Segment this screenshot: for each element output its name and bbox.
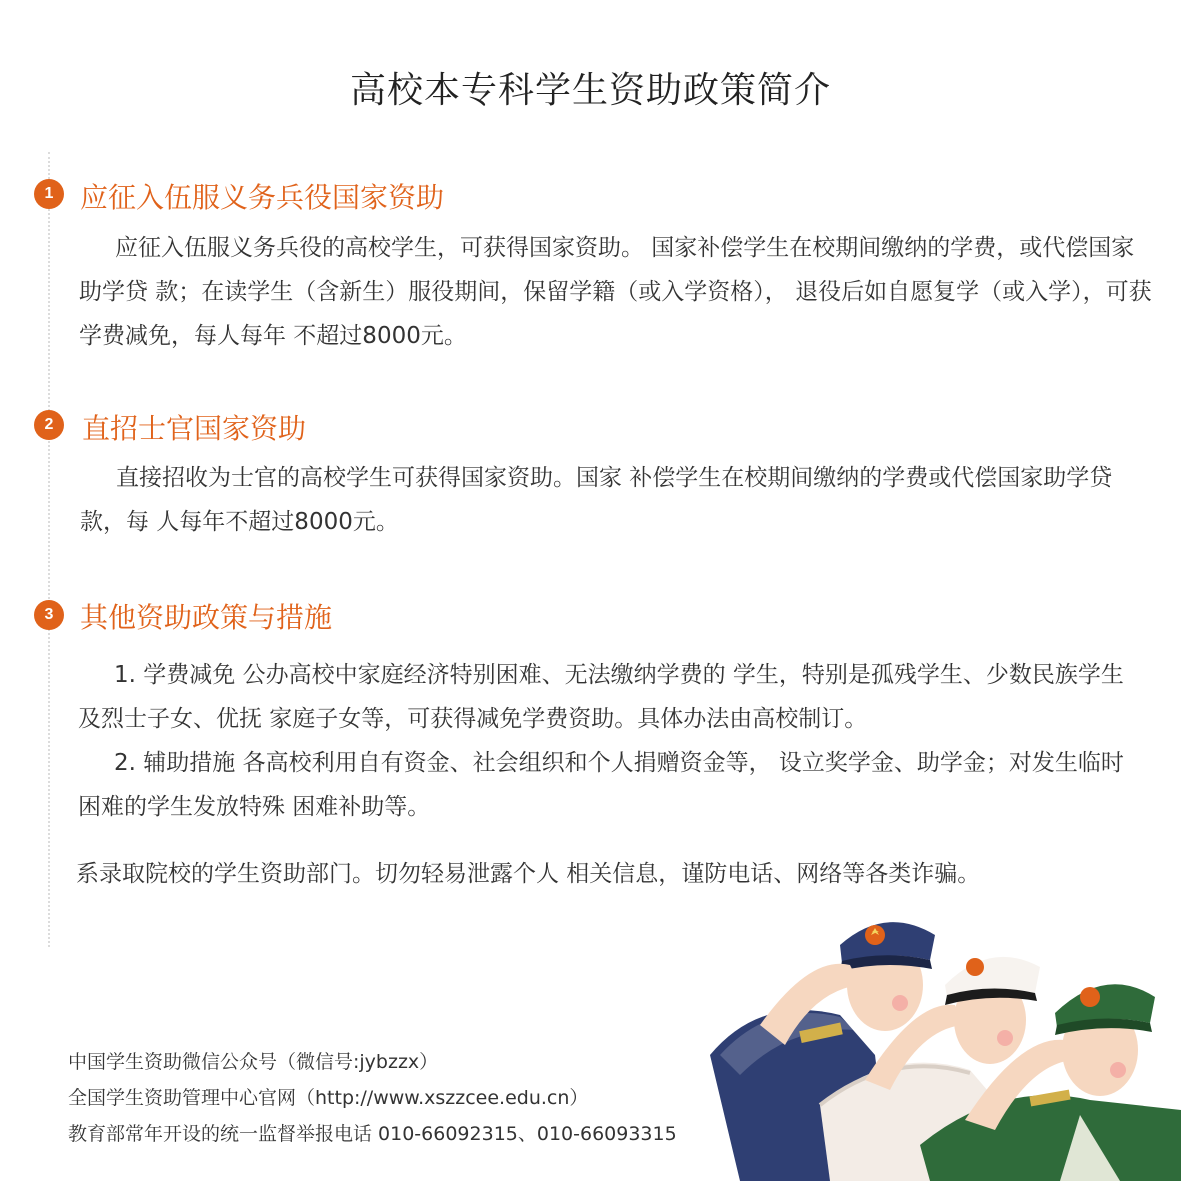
footer-wechat: 中国学生资助微信公众号（微信号:jybzzx） bbox=[68, 1051, 439, 1073]
section-2-body: 直接招收为士官的高校学生可获得国家资助。国家 补偿学生在校期间缴纳的学费或代偿国家助学贷款，每 人每年不超过8000元。 bbox=[80, 465, 1113, 535]
page-title: 高校本专科学生资助政策简介 bbox=[349, 70, 831, 111]
section-1-body: 应征入伍服义务兵役的高校学生，可获得国家资助。 国家补偿学生在校期间缴纳的学费，或代偿国家助学贷 款；在读学生（含新生）服役期间，保留学籍（或入学资格）， 退役后如自愿复学（或入学），可获学费减免，每人每年 不超过8000元。 bbox=[79, 235, 1152, 349]
section-3-number-badge: 3 bbox=[34, 600, 64, 630]
section-2-number-badge: 2 bbox=[34, 410, 64, 440]
section-3-heading: 其他资助政策与措施 bbox=[80, 601, 333, 634]
footer-hotline: 教育部常年开设的统一监督举报电话 010-66092315、010-66093315 bbox=[68, 1123, 677, 1145]
notice-text: 系录取院校的学生资助部门。切勿轻易泄露个人 相关信息，谨防电话、网络等各类诈骗。 bbox=[76, 861, 981, 887]
section-1-number-badge: 1 bbox=[34, 179, 64, 209]
timeline-divider bbox=[48, 152, 50, 947]
saluting-soldiers-illustration bbox=[700, 905, 1181, 1181]
section-1-heading: 应征入伍服义务兵役国家资助 bbox=[80, 181, 445, 214]
section-3-item-2: 2. 辅助措施 各高校利用自有资金、社会组织和个人捐赠资金等， 设立奖学金、助学金；对发生临时困难的学生发放特殊 困难补助等。 bbox=[78, 750, 1124, 820]
footer-website: 全国学生资助管理中心官网（http://www.xszzcee.edu.cn） bbox=[68, 1087, 589, 1109]
section-3-item-1: 1. 学费减免 公办高校中家庭经济特别困难、无法缴纳学费的 学生，特别是孤残学生、少数民族学生及烈士子女、优抚 家庭子女等，可获得减免学费资助。具体办法由高校制订。 bbox=[78, 662, 1124, 732]
section-2-heading: 直招士官国家资助 bbox=[82, 412, 307, 445]
